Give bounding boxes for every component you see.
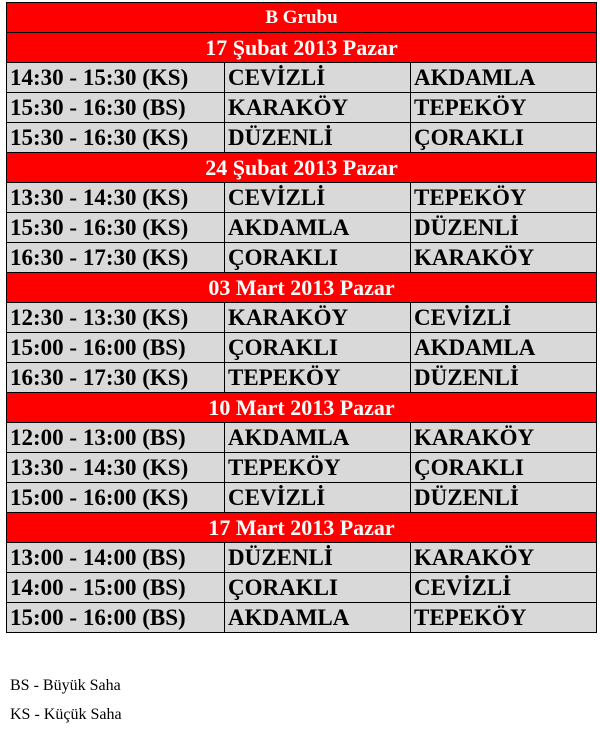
home-team: TEPEKÖY bbox=[225, 453, 411, 483]
away-team: TEPEKÖY bbox=[411, 183, 597, 213]
match-time: 13:30 - 14:30 (KS) bbox=[7, 183, 225, 213]
match-time: 15:00 - 16:00 (BS) bbox=[7, 603, 225, 633]
match-row bbox=[7, 243, 597, 273]
away-team: TEPEKÖY bbox=[411, 93, 597, 123]
match-row bbox=[7, 123, 597, 153]
match-row bbox=[7, 483, 597, 513]
match-row bbox=[7, 333, 597, 363]
match-time: 13:30 - 14:30 (KS) bbox=[7, 453, 225, 483]
home-team: KARAKÖY bbox=[225, 93, 411, 123]
home-team: CEVİZLİ bbox=[225, 483, 411, 513]
home-team: ÇORAKLI bbox=[225, 333, 411, 363]
match-time: 15:00 - 16:00 (KS) bbox=[7, 483, 225, 513]
away-team: ÇORAKLI bbox=[411, 123, 597, 153]
schedule-table bbox=[6, 2, 597, 633]
home-team: DÜZENLİ bbox=[225, 543, 411, 573]
date-header-row bbox=[7, 393, 597, 423]
home-team: CEVİZLİ bbox=[225, 63, 411, 93]
home-team: DÜZENLİ bbox=[225, 123, 411, 153]
date-header: 10 Mart 2013 Pazar bbox=[7, 393, 597, 423]
home-team: KARAKÖY bbox=[225, 303, 411, 333]
schedule-container bbox=[6, 2, 596, 633]
date-header-row bbox=[7, 513, 597, 543]
match-row bbox=[7, 423, 597, 453]
match-row bbox=[7, 303, 597, 333]
match-row bbox=[7, 93, 597, 123]
away-team: DÜZENLİ bbox=[411, 213, 597, 243]
away-team: KARAKÖY bbox=[411, 243, 597, 273]
away-team: KARAKÖY bbox=[411, 543, 597, 573]
away-team: ÇORAKLI bbox=[411, 453, 597, 483]
date-header: 03 Mart 2013 Pazar bbox=[7, 273, 597, 303]
date-header: 17 Şubat 2013 Pazar bbox=[7, 33, 597, 63]
match-time: 16:30 - 17:30 (KS) bbox=[7, 243, 225, 273]
match-time: 15:30 - 16:30 (BS) bbox=[7, 93, 225, 123]
date-header: 17 Mart 2013 Pazar bbox=[7, 513, 597, 543]
away-team: TEPEKÖY bbox=[411, 603, 597, 633]
match-row bbox=[7, 543, 597, 573]
match-time: 12:30 - 13:30 (KS) bbox=[7, 303, 225, 333]
home-team: CEVİZLİ bbox=[225, 183, 411, 213]
away-team: CEVİZLİ bbox=[411, 303, 597, 333]
match-time: 15:30 - 16:30 (KS) bbox=[7, 213, 225, 243]
away-team: AKDAMLA bbox=[411, 333, 597, 363]
home-team: AKDAMLA bbox=[225, 213, 411, 243]
group-header-row bbox=[7, 3, 597, 33]
match-time: 14:00 - 15:00 (BS) bbox=[7, 573, 225, 603]
home-team: ÇORAKLI bbox=[225, 573, 411, 603]
date-header-row bbox=[7, 33, 597, 63]
away-team: DÜZENLİ bbox=[411, 363, 597, 393]
match-row bbox=[7, 573, 597, 603]
match-row bbox=[7, 453, 597, 483]
home-team: AKDAMLA bbox=[225, 603, 411, 633]
date-header: 24 Şubat 2013 Pazar bbox=[7, 153, 597, 183]
match-time: 14:30 - 15:30 (KS) bbox=[7, 63, 225, 93]
match-time: 13:00 - 14:00 (BS) bbox=[7, 543, 225, 573]
match-row bbox=[7, 603, 597, 633]
date-header-row bbox=[7, 153, 597, 183]
legend-bs: BS - Büyük Saha bbox=[10, 677, 121, 694]
match-time: 15:30 - 16:30 (KS) bbox=[7, 123, 225, 153]
away-team: CEVİZLİ bbox=[411, 573, 597, 603]
match-row bbox=[7, 183, 597, 213]
away-team: DÜZENLİ bbox=[411, 483, 597, 513]
match-row bbox=[7, 363, 597, 393]
match-row bbox=[7, 213, 597, 243]
match-time: 15:00 - 16:00 (BS) bbox=[7, 333, 225, 363]
home-team: ÇORAKLI bbox=[225, 243, 411, 273]
away-team: AKDAMLA bbox=[411, 63, 597, 93]
legend-ks: KS - Küçük Saha bbox=[10, 706, 122, 723]
home-team: AKDAMLA bbox=[225, 423, 411, 453]
home-team: TEPEKÖY bbox=[225, 363, 411, 393]
match-time: 16:30 - 17:30 (KS) bbox=[7, 363, 225, 393]
date-header-row bbox=[7, 273, 597, 303]
group-title: B Grubu bbox=[7, 3, 597, 33]
away-team: KARAKÖY bbox=[411, 423, 597, 453]
match-row bbox=[7, 63, 597, 93]
match-time: 12:00 - 13:00 (BS) bbox=[7, 423, 225, 453]
